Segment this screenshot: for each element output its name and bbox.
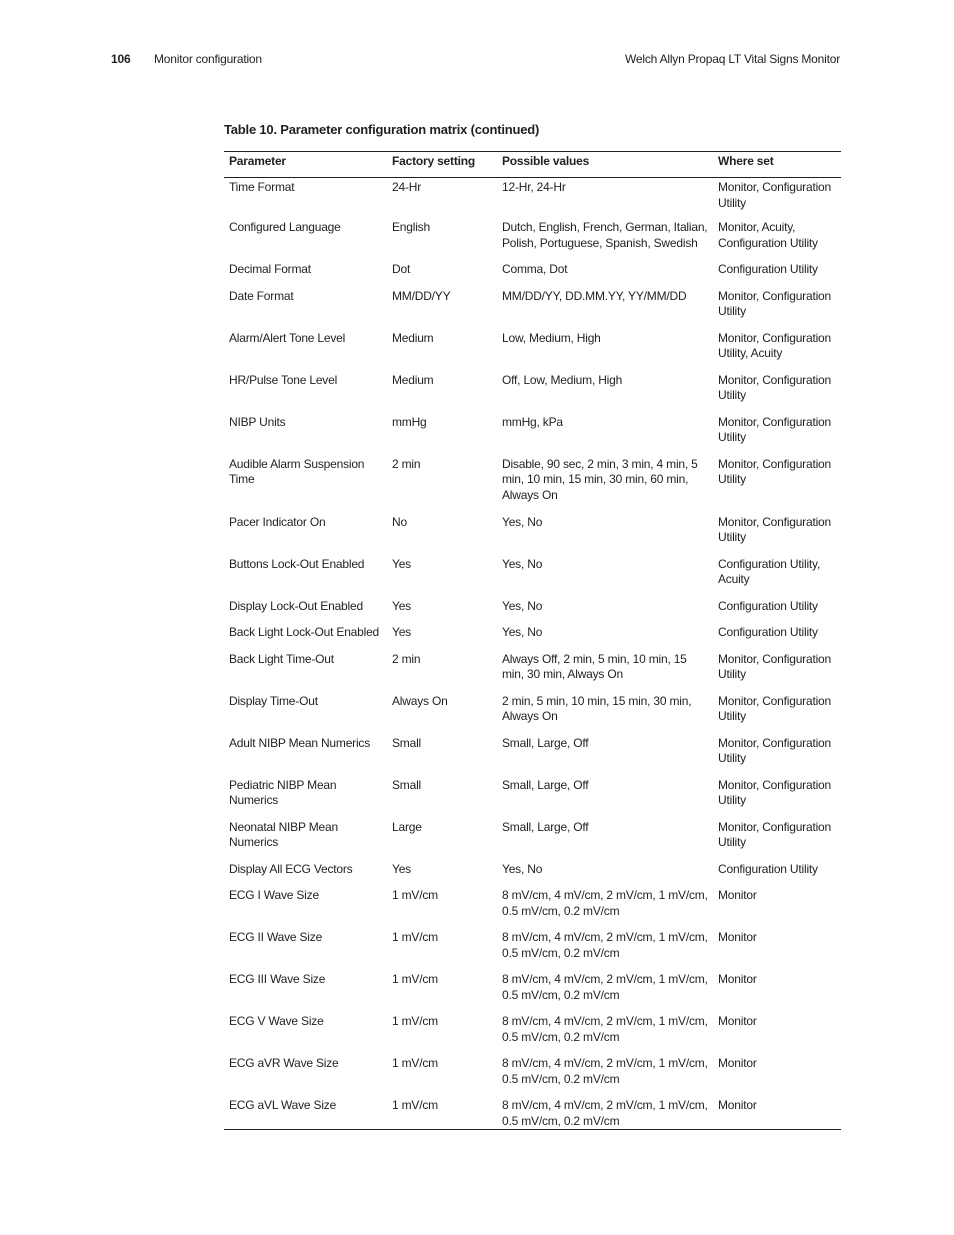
cell-where-set: Monitor, Configuration Utility	[718, 456, 831, 486]
cell-possible-values: MM/DD/YY, DD.MM.YY, YY/MM/DD	[502, 288, 687, 303]
cell-possible-values: 8 mV/cm, 4 mV/cm, 2 mV/cm, 1 mV/cm, 0.5 mV/cm, 0.2 mV/cm	[502, 972, 708, 1002]
cell-possible-values: Yes, No	[502, 861, 543, 876]
table-row	[224, 862, 841, 889]
cell-possible-values: 8 mV/cm, 4 mV/cm, 2 mV/cm, 1 mV/cm, 0.5 mV/cm, 0.2 mV/cm	[497, 1098, 713, 1130]
table-row	[224, 457, 841, 515]
table-row	[224, 930, 841, 972]
cell-factory-setting: Yes	[392, 598, 411, 613]
cell-possible-values: Low, Medium, High	[502, 330, 601, 345]
column-header-where-set: Where set	[718, 154, 774, 168]
cell-factory-setting: Yes	[392, 861, 411, 876]
table-row	[224, 557, 841, 599]
table-row	[224, 415, 841, 457]
table-row	[224, 262, 841, 289]
cell-parameter: Display Time-Out	[229, 693, 318, 708]
cell-factory-setting: 1 mV/cm	[387, 1098, 497, 1130]
table-row	[224, 694, 841, 736]
cell-where-set: Monitor, Configuration Utility	[718, 693, 831, 723]
cell-possible-values: Disable, 90 sec, 2 min, 3 min, 4 min, 5 min, 10 min, 15 min, 30 min, 60 min, Always On	[502, 456, 698, 502]
cell-parameter: NIBP Units	[229, 414, 286, 429]
cell-possible-values: Small, Large, Off	[502, 735, 589, 750]
cell-where-set: Monitor, Configuration Utility	[718, 180, 831, 210]
cell-where-set: Monitor, Configuration Utility	[718, 735, 831, 765]
cell-possible-values: 2 min, 5 min, 10 min, 15 min, 30 min, Always On	[502, 693, 692, 723]
cell-parameter: Pediatric NIBP Mean Numerics	[229, 777, 337, 807]
parameter-configuration-table	[224, 151, 841, 1130]
cell-possible-values: Dutch, English, French, German, Italian, Polish, Portuguese, Spanish, Swedish	[502, 220, 708, 250]
table-row	[224, 972, 841, 1014]
cell-parameter: Back Light Lock-Out Enabled	[229, 625, 380, 639]
table-row	[224, 373, 841, 415]
cell-parameter: Decimal Format	[229, 262, 311, 276]
cell-where-set: Configuration Utility	[718, 262, 818, 276]
cell-factory-setting: 2 min	[392, 651, 421, 666]
cell-factory-setting: 2 min	[392, 456, 421, 471]
cell-factory-setting: English	[392, 220, 430, 234]
cell-parameter: Alarm/Alert Tone Level	[229, 330, 346, 345]
cell-parameter: Adult NIBP Mean Numerics	[229, 735, 371, 750]
table-row	[224, 1014, 841, 1056]
cell-possible-values: Small, Large, Off	[502, 819, 589, 834]
cell-possible-values: Yes, No	[502, 625, 543, 639]
cell-parameter: ECG II Wave Size	[229, 930, 323, 944]
cell-factory-setting: 24-Hr	[392, 180, 422, 194]
cell-factory-setting: MM/DD/YY	[392, 288, 451, 303]
table-row	[224, 599, 841, 626]
table-row	[224, 888, 841, 930]
cell-parameter: HR/Pulse Tone Level	[229, 372, 338, 387]
cell-possible-values: 8 mV/cm, 4 mV/cm, 2 mV/cm, 1 mV/cm, 0.5 mV/cm, 0.2 mV/cm	[502, 1056, 708, 1086]
cell-factory-setting: Dot	[392, 262, 411, 276]
document-title: Welch Allyn Propaq LT Vital Signs Monitor	[624, 52, 840, 66]
cell-where-set: Monitor, Acuity, Configuration Utility	[718, 220, 818, 250]
cell-parameter: Back Light Time-Out	[229, 651, 334, 666]
cell-possible-values: 12-Hr, 24-Hr	[502, 180, 566, 194]
column-header-factory-setting: Factory setting	[392, 154, 476, 168]
table-row	[224, 178, 841, 221]
cell-where-set: Monitor, Configuration Utility	[718, 651, 831, 681]
cell-factory-setting: 1 mV/cm	[392, 888, 438, 902]
cell-where-set: Configuration Utility	[718, 598, 818, 613]
cell-possible-values: Small, Large, Off	[502, 777, 589, 792]
cell-parameter: ECG I Wave Size	[229, 888, 319, 902]
cell-possible-values: 8 mV/cm, 4 mV/cm, 2 mV/cm, 1 mV/cm, 0.5 mV/cm, 0.2 mV/cm	[502, 888, 708, 918]
table-row	[224, 652, 841, 694]
cell-parameter: ECG aVR Wave Size	[229, 1056, 339, 1070]
table-row	[224, 736, 841, 778]
cell-factory-setting: No	[392, 514, 407, 529]
cell-parameter: Display All ECG Vectors	[229, 861, 353, 876]
table-header-row	[224, 152, 841, 178]
cell-where-set: Configuration Utility	[718, 625, 818, 639]
cell-factory-setting: mmHg	[392, 414, 427, 429]
cell-where-set: Monitor, Configuration Utility, Acuity	[718, 330, 831, 360]
cell-parameter: ECG III Wave Size	[229, 972, 326, 986]
table-row	[224, 515, 841, 557]
cell-parameter: ECG aVL Wave Size	[224, 1098, 387, 1130]
cell-where-set: Monitor, Configuration Utility	[718, 414, 831, 444]
cell-factory-setting: Large	[392, 819, 422, 834]
cell-factory-setting: Always On	[392, 693, 448, 708]
cell-where-set: Monitor, Configuration Utility	[718, 372, 831, 402]
cell-where-set: Monitor, Configuration Utility	[718, 819, 831, 849]
table-row	[224, 289, 841, 331]
table-row	[224, 625, 841, 652]
cell-factory-setting: 1 mV/cm	[392, 930, 438, 944]
cell-possible-values: 8 mV/cm, 4 mV/cm, 2 mV/cm, 1 mV/cm, 0.5 mV/cm, 0.2 mV/cm	[502, 930, 708, 960]
table-caption: Table 10. Parameter configuration matrix (continued)	[224, 122, 540, 137]
table-row	[224, 820, 841, 862]
table-row	[224, 778, 841, 820]
cell-factory-setting: 1 mV/cm	[392, 972, 438, 986]
cell-factory-setting: Medium	[392, 330, 434, 345]
cell-factory-setting: Medium	[392, 372, 434, 387]
cell-where-set: Configuration Utility, Acuity	[718, 556, 821, 586]
column-header-parameter: Parameter	[229, 154, 286, 168]
cell-possible-values: Off, Low, Medium, High	[502, 372, 623, 387]
cell-parameter: ECG V Wave Size	[229, 1014, 324, 1028]
cell-where-set: Monitor	[718, 972, 757, 986]
table-row	[224, 331, 841, 373]
cell-factory-setting: Yes	[392, 556, 411, 571]
cell-factory-setting: Small	[392, 735, 422, 750]
page-number: 106	[111, 52, 131, 66]
cell-where-set: Monitor	[718, 930, 757, 944]
cell-factory-setting: 1 mV/cm	[392, 1014, 438, 1028]
table-row	[224, 1098, 841, 1130]
cell-factory-setting: Small	[392, 777, 422, 792]
table-row	[224, 220, 841, 262]
cell-where-set: Monitor, Configuration Utility	[718, 777, 831, 807]
cell-where-set: Monitor	[718, 888, 757, 902]
cell-where-set: Monitor, Configuration Utility	[718, 288, 831, 318]
cell-factory-setting: 1 mV/cm	[392, 1056, 438, 1070]
cell-possible-values: 8 mV/cm, 4 mV/cm, 2 mV/cm, 1 mV/cm, 0.5 mV/cm, 0.2 mV/cm	[502, 1014, 708, 1044]
cell-possible-values: Yes, No	[502, 556, 543, 571]
cell-parameter: Date Format	[229, 288, 294, 303]
page-header	[0, 52, 954, 70]
cell-parameter: Display Lock-Out Enabled	[229, 598, 363, 613]
table-body	[224, 178, 841, 1130]
cell-where-set: Monitor	[718, 1056, 757, 1070]
cell-possible-values: Comma, Dot	[502, 262, 568, 276]
cell-parameter: Buttons Lock-Out Enabled	[229, 556, 365, 571]
cell-parameter: Neonatal NIBP Mean Numerics	[229, 819, 338, 849]
table-header	[224, 152, 841, 178]
cell-parameter: Configured Language	[229, 220, 341, 234]
cell-factory-setting: Yes	[392, 625, 411, 639]
section-title: Monitor configuration	[154, 52, 262, 66]
cell-parameter: Time Format	[229, 180, 295, 194]
cell-where-set: Configuration Utility	[718, 861, 818, 876]
cell-possible-values: Yes, No	[502, 514, 543, 529]
cell-possible-values: Yes, No	[502, 598, 543, 613]
cell-where-set: Monitor, Configuration Utility	[718, 514, 831, 544]
cell-parameter: Pacer Indicator On	[229, 514, 326, 529]
cell-possible-values: mmHg, kPa	[502, 414, 563, 429]
table-row	[224, 1056, 841, 1098]
cell-parameter: Audible Alarm Suspension Time	[229, 456, 365, 486]
column-header-possible-values: Possible values	[502, 154, 590, 168]
cell-possible-values: Always Off, 2 min, 5 min, 10 min, 15 min, 30 min, Always On	[502, 651, 687, 681]
cell-where-set: Monitor	[713, 1098, 841, 1130]
cell-where-set: Monitor	[718, 1014, 757, 1028]
parameter-table-container	[224, 151, 841, 1130]
